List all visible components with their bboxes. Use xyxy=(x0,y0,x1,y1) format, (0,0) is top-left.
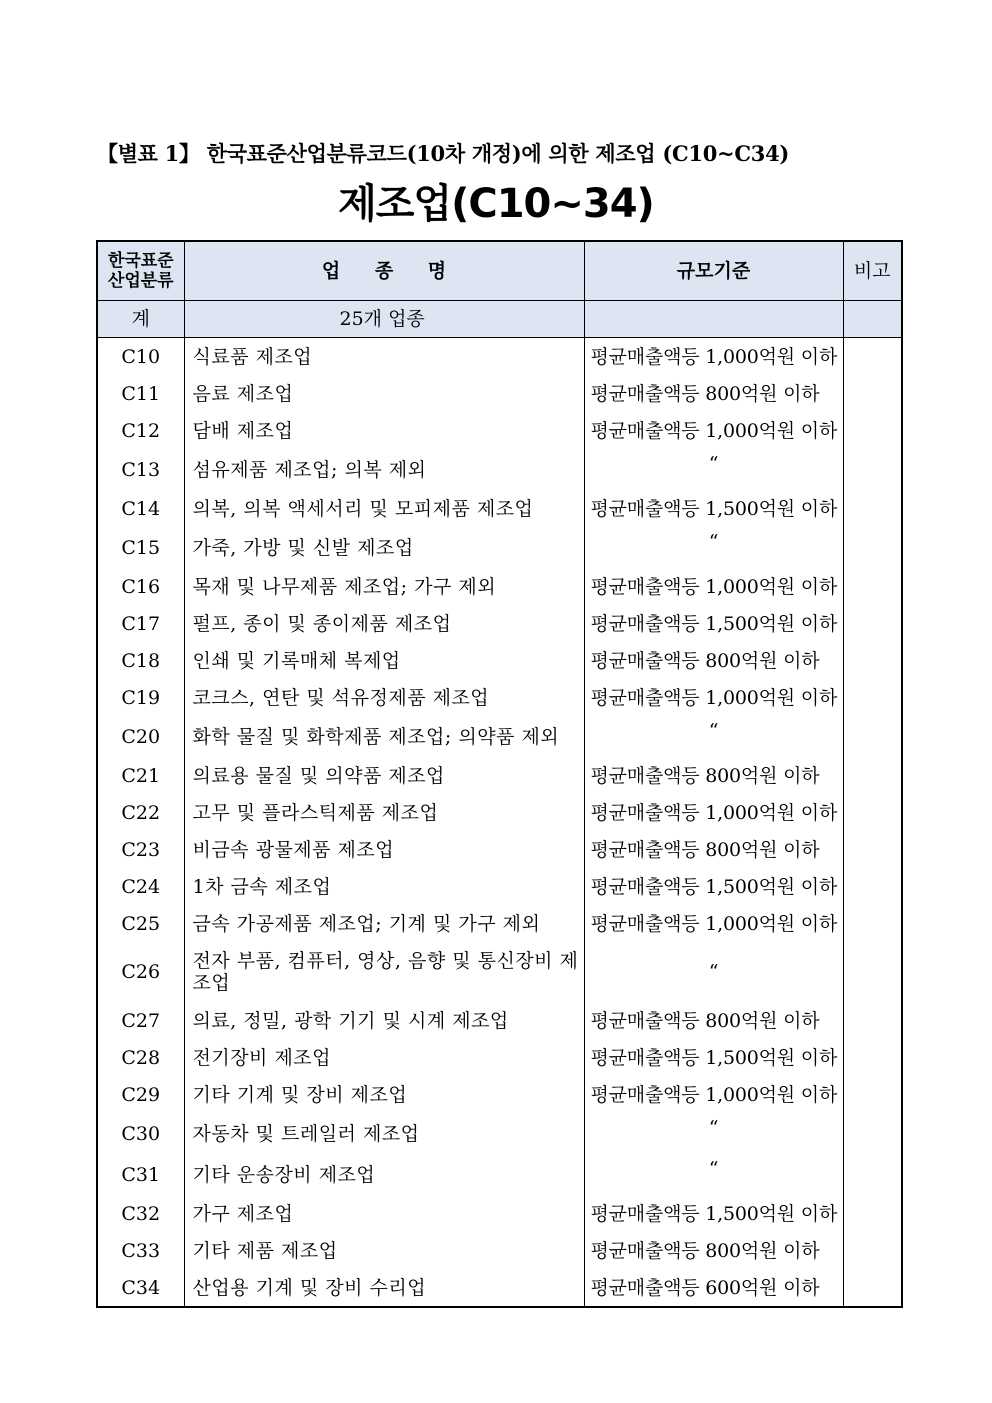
remarks-cell xyxy=(843,412,902,449)
table-row xyxy=(97,605,902,642)
total-note xyxy=(843,301,902,338)
remarks-cell xyxy=(843,905,902,942)
industry-code-cell: C31 xyxy=(97,1154,184,1195)
industry-name-cell: 1차 금속 제조업 xyxy=(184,868,584,905)
industry-name-cell: 코크스, 연탄 및 석유정제품 제조업 xyxy=(184,679,584,716)
industry-name-cell: 의료, 정밀, 광학 기기 및 시계 제조업 xyxy=(184,1002,584,1039)
industry-code-cell: C13 xyxy=(97,449,184,490)
table-row xyxy=(97,1269,902,1307)
header-industry-name: 업 종 명 xyxy=(184,241,584,301)
remarks-cell xyxy=(843,490,902,527)
total-row xyxy=(97,301,902,338)
industry-code-cell: C27 xyxy=(97,1002,184,1039)
size-criteria-cell: 평균매출액등 1,000억원 이하 xyxy=(584,1076,843,1113)
table-row xyxy=(97,905,902,942)
total-count: 25개 업종 xyxy=(184,301,584,338)
industry-name-cell: 가죽, 가방 및 신발 제조업 xyxy=(184,527,584,568)
remarks-cell xyxy=(843,831,902,868)
industry-code-cell: C11 xyxy=(97,375,184,412)
table-row xyxy=(97,1002,902,1039)
industry-name-cell: 음료 제조업 xyxy=(184,375,584,412)
table-row xyxy=(97,568,902,605)
remarks-cell xyxy=(843,1195,902,1232)
industry-code-cell: C14 xyxy=(97,490,184,527)
industry-code-cell: C25 xyxy=(97,905,184,942)
industry-name-cell: 목재 및 나무제품 제조업; 가구 제외 xyxy=(184,568,584,605)
remarks-cell xyxy=(843,642,902,679)
remarks-cell xyxy=(843,1113,902,1154)
table-row xyxy=(97,490,902,527)
remarks-cell xyxy=(843,1076,902,1113)
total-scale xyxy=(584,301,843,338)
industry-name-cell: 인쇄 및 기록매체 복제업 xyxy=(184,642,584,679)
industry-code-cell: C20 xyxy=(97,716,184,757)
industry-code-cell: C17 xyxy=(97,605,184,642)
size-criteria-cell: 평균매출액등 800억원 이하 xyxy=(584,1002,843,1039)
industry-name-cell: 자동차 및 트레일러 제조업 xyxy=(184,1113,584,1154)
industry-name-cell: 고무 및 플라스틱제품 제조업 xyxy=(184,794,584,831)
table-row xyxy=(97,831,902,868)
industry-name-cell: 산업용 기계 및 장비 수리업 xyxy=(184,1269,584,1307)
table-row xyxy=(97,1039,902,1076)
size-criteria-cell: 평균매출액등 1,000억원 이하 xyxy=(584,568,843,605)
remarks-cell xyxy=(843,375,902,412)
remarks-cell xyxy=(843,1232,902,1269)
industry-code-cell: C16 xyxy=(97,568,184,605)
industry-name-cell: 가구 제조업 xyxy=(184,1195,584,1232)
remarks-cell xyxy=(843,1269,902,1307)
industry-name-cell: 기타 운송장비 제조업 xyxy=(184,1154,584,1195)
size-criteria-cell: 평균매출액등 1,000억원 이하 xyxy=(584,412,843,449)
size-criteria-cell: 평균매출액등 800억원 이하 xyxy=(584,831,843,868)
remarks-cell xyxy=(843,716,902,757)
industry-name-cell: 전기장비 제조업 xyxy=(184,1039,584,1076)
table-row xyxy=(97,338,902,376)
table-row xyxy=(97,642,902,679)
header-code-line2: 산업분류 xyxy=(107,271,174,291)
industry-code-cell: C33 xyxy=(97,1232,184,1269)
remarks-cell xyxy=(843,679,902,716)
size-criteria-cell: 평균매출액등 800억원 이하 xyxy=(584,1232,843,1269)
size-criteria-cell: 평균매출액등 800억원 이하 xyxy=(584,642,843,679)
industry-code-cell: C15 xyxy=(97,527,184,568)
size-criteria-cell: 평균매출액등 1,500억원 이하 xyxy=(584,605,843,642)
document-title: 제조업(C10~34) xyxy=(338,181,654,227)
size-criteria-cell: “ xyxy=(584,942,843,1002)
industry-code-cell: C26 xyxy=(97,942,184,1002)
table-header-row xyxy=(97,241,902,301)
header-code-line1: 한국표준 xyxy=(107,251,174,271)
industry-name-cell: 비금속 광물제품 제조업 xyxy=(184,831,584,868)
industry-name-cell: 섬유제품 제조업; 의복 제외 xyxy=(184,449,584,490)
size-criteria-cell: 평균매출액등 1,000억원 이하 xyxy=(584,905,843,942)
table-row xyxy=(97,794,902,831)
remarks-cell xyxy=(843,449,902,490)
remarks-cell xyxy=(843,794,902,831)
table-row xyxy=(97,449,902,490)
table-row xyxy=(97,942,902,1002)
table-row xyxy=(97,868,902,905)
header-industry-code xyxy=(97,241,184,301)
table-row xyxy=(97,1232,902,1269)
industry-code-cell: C19 xyxy=(97,679,184,716)
industry-name-cell: 기타 기계 및 장비 제조업 xyxy=(184,1076,584,1113)
remarks-cell xyxy=(843,338,902,376)
size-criteria-cell: “ xyxy=(584,1154,843,1195)
industry-name-cell: 금속 가공제품 제조업; 기계 및 가구 제외 xyxy=(184,905,584,942)
remarks-cell xyxy=(843,942,902,1002)
table-row xyxy=(97,1076,902,1113)
size-criteria-cell: “ xyxy=(584,527,843,568)
size-criteria-cell: 평균매출액등 800억원 이하 xyxy=(584,757,843,794)
size-criteria-cell: 평균매출액등 1,500억원 이하 xyxy=(584,490,843,527)
industry-name-cell: 기타 제품 제조업 xyxy=(184,1232,584,1269)
industry-code-cell: C24 xyxy=(97,868,184,905)
size-criteria-cell: 평균매출액등 1,000억원 이하 xyxy=(584,794,843,831)
industry-name-cell: 펄프, 종이 및 종이제품 제조업 xyxy=(184,605,584,642)
table-row xyxy=(97,1195,902,1232)
size-criteria-cell: “ xyxy=(584,716,843,757)
size-criteria-cell: 평균매출액등 1,500억원 이하 xyxy=(584,1039,843,1076)
remarks-cell xyxy=(843,1002,902,1039)
industry-code-cell: C34 xyxy=(97,1269,184,1307)
header-size-criteria: 규모기준 xyxy=(584,241,843,301)
size-criteria-cell: “ xyxy=(584,1113,843,1154)
size-criteria-cell: 평균매출액등 1,000억원 이하 xyxy=(584,679,843,716)
header-remarks: 비고 xyxy=(843,241,902,301)
table-row xyxy=(97,1154,902,1195)
remarks-cell xyxy=(843,757,902,794)
remarks-cell xyxy=(843,568,902,605)
industry-code-cell: C32 xyxy=(97,1195,184,1232)
industry-name-cell: 의료용 물질 및 의약품 제조업 xyxy=(184,757,584,794)
manufacturing-classification-table xyxy=(96,240,903,1308)
remarks-cell xyxy=(843,527,902,568)
industry-code-cell: C12 xyxy=(97,412,184,449)
table-row xyxy=(97,1113,902,1154)
industry-code-cell: C18 xyxy=(97,642,184,679)
total-label: 계 xyxy=(97,301,184,338)
industry-code-cell: C10 xyxy=(97,338,184,376)
industry-code-cell: C23 xyxy=(97,831,184,868)
size-criteria-cell: 평균매출액등 1,000억원 이하 xyxy=(584,338,843,376)
table-row xyxy=(97,527,902,568)
remarks-cell xyxy=(843,1154,902,1195)
table-row xyxy=(97,716,902,757)
size-criteria-cell: 평균매출액등 1,500억원 이하 xyxy=(584,1195,843,1232)
industry-name-cell: 담배 제조업 xyxy=(184,412,584,449)
remarks-cell xyxy=(843,868,902,905)
size-criteria-cell: 평균매출액등 600억원 이하 xyxy=(584,1269,843,1307)
industry-code-cell: C29 xyxy=(97,1076,184,1113)
table-row xyxy=(97,679,902,716)
industry-name-cell: 전자 부품, 컴퓨터, 영상, 음향 및 통신장비 제조업 xyxy=(184,942,584,1002)
industry-code-cell: C30 xyxy=(97,1113,184,1154)
table-row xyxy=(97,375,902,412)
industry-code-cell: C21 xyxy=(97,757,184,794)
table-row xyxy=(97,412,902,449)
appendix-caption: 【별표 1】 한국표준산업분류코드(10차 개정)에 의한 제조업 (C10~C34) xyxy=(97,141,790,166)
industry-code-cell: C28 xyxy=(97,1039,184,1076)
size-criteria-cell: 평균매출액등 1,500억원 이하 xyxy=(584,868,843,905)
table-row xyxy=(97,757,902,794)
industry-name-cell: 화학 물질 및 화학제품 제조업; 의약품 제외 xyxy=(184,716,584,757)
remarks-cell xyxy=(843,605,902,642)
industry-name-cell: 식료품 제조업 xyxy=(184,338,584,376)
industry-code-cell: C22 xyxy=(97,794,184,831)
industry-name-cell: 의복, 의복 액세서리 및 모피제품 제조업 xyxy=(184,490,584,527)
remarks-cell xyxy=(843,1039,902,1076)
size-criteria-cell: “ xyxy=(584,449,843,490)
size-criteria-cell: 평균매출액등 800억원 이하 xyxy=(584,375,843,412)
